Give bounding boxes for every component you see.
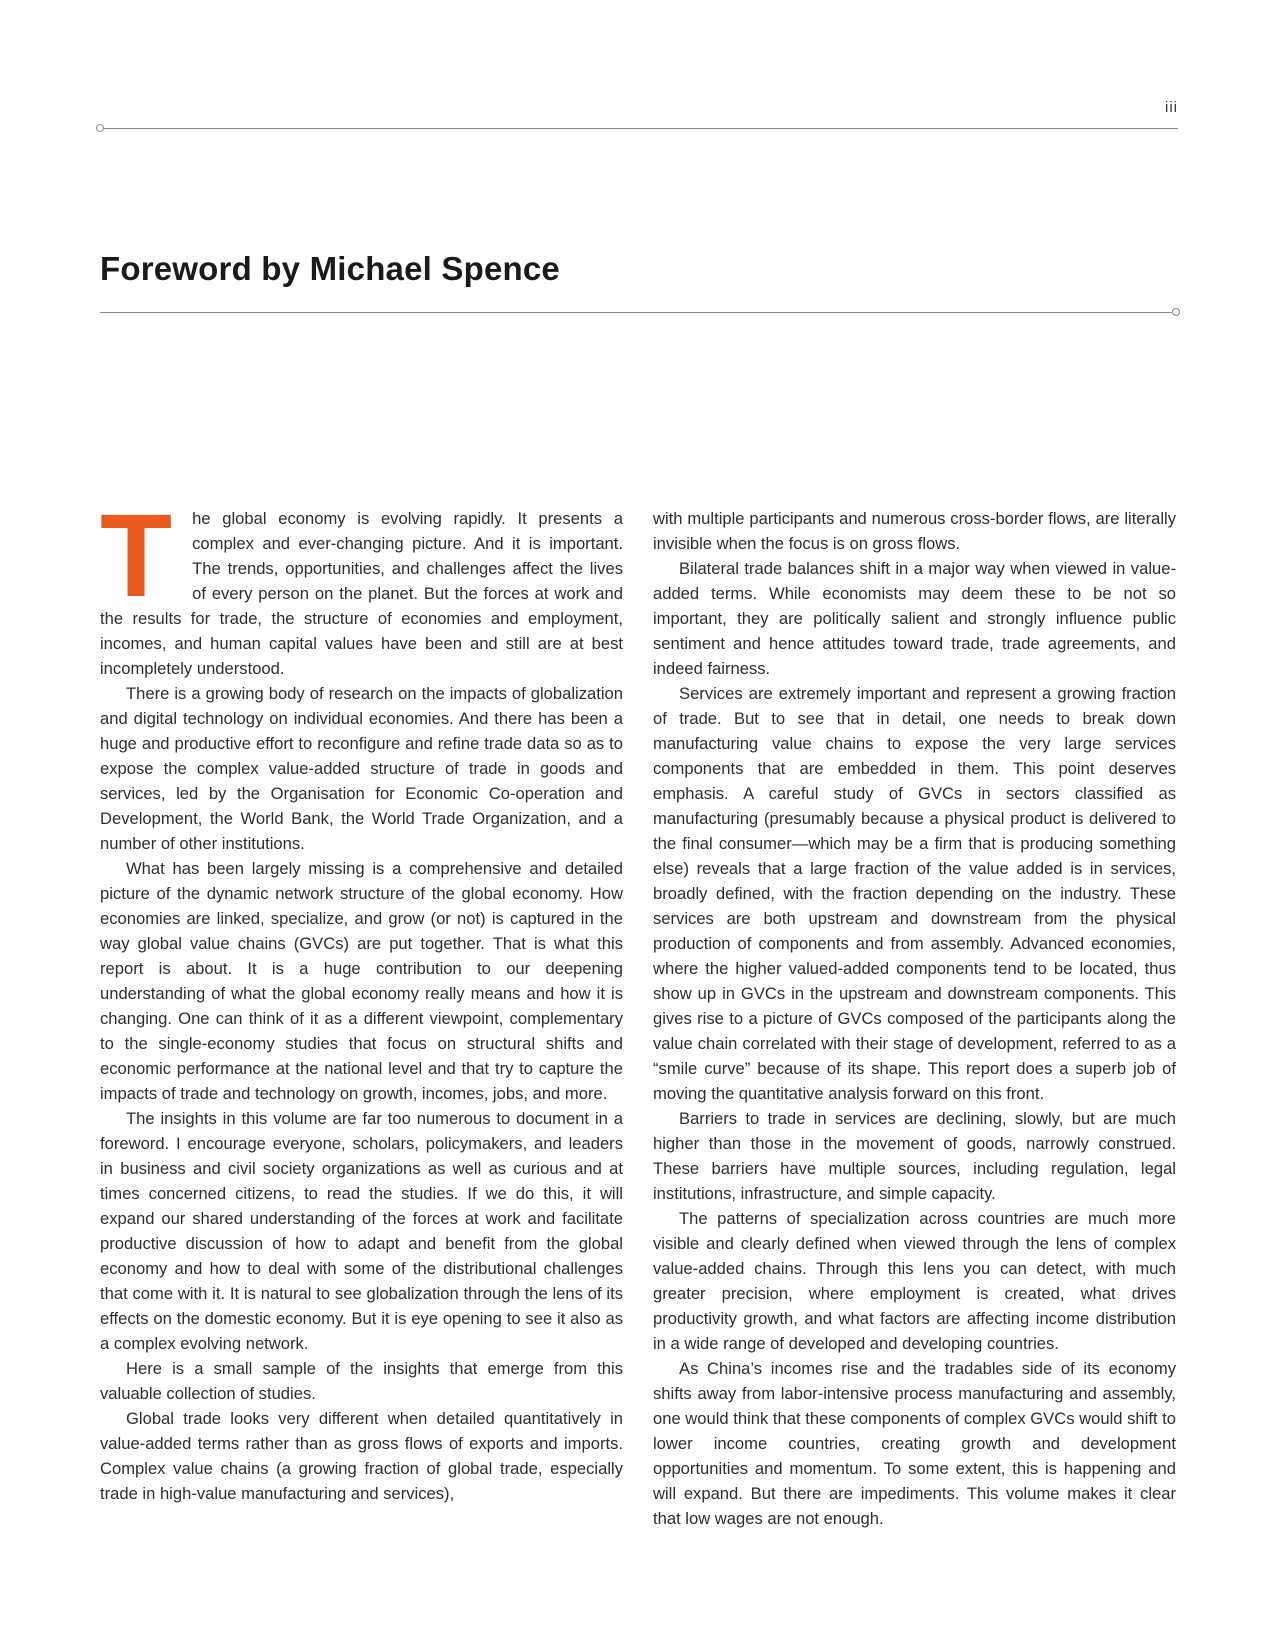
paragraph-1-text: he global economy is evolving rapidly. It presents a complex and ever-changing picture. And it is important. The trends, opportunities, and challenges affect the lives of every person on the planet. But the forces at work and the results for trade, the structure of economies and employment, incomes, and human capital values have been and still are at best incompletely understood. [100, 509, 623, 678]
drop-cap: T [100, 506, 173, 622]
paragraph-11: As China’s incomes rise and the tradables side of its economy shifts away from labor-intensive process manufacturing and assembly, one would think that these components of complex GVCs would shift to lower income countries, creating growth and development opportunities and momentum. To some extent, this is happening and will expand. But there are impediments. This volume makes it clear that low wages are not enough. [653, 1359, 1176, 1528]
paragraph-8: Services are extremely important and represent a growing fraction of trade. But to see that in detail, one needs to break down manufacturing value chains to expose the very large services components that are embedded in them. This point deserves emphasis. A careful study of GVCs in sectors classified as manufacturing (presumably because a physical product is delivered to the final consumer—which may be a firm that is producing something else) reveals that a large fraction of the value added is in services, broadly defined, with the fraction depending on the industry. These services are both upstream and downstream from the physical production of components and from assembly. Advanced economies, where the higher valued-added components tend to be located, thus show up in GVCs in the upstream and downstream components. This gives rise to a picture of GVCs composed of the participants along the value chain correlated with their stage of development, referred to as a “smile curve” because of its shape. This report does a superb job of moving the quantitative analysis forward on this front. [653, 684, 1176, 1103]
left-column [100, 506, 623, 1556]
paragraph-10: The patterns of specialization across countries are much more visible and clearly defined when viewed through the lens of complex value-added chains. Through this lens you can detect, with much greater precision, where employment is created, what drives productivity growth, and what factors are affecting income distribution in a wide range of developed and developing countries. [653, 1209, 1176, 1353]
title-rule [100, 312, 1172, 313]
paragraph-9: Barriers to trade in services are declining, slowly, but are much higher than those in the movement of goods, narrowly construed. These barriers have multiple sources, including regulation, legal institutions, infrastructure, and simple capacity. [653, 1109, 1176, 1203]
title-rule-dot [1172, 308, 1180, 316]
paragraph-1 [100, 506, 623, 681]
right-column [653, 506, 1176, 1556]
paragraph-5: Here is a small sample of the insights that emerge from this valuable collection of studies. [100, 1359, 623, 1403]
paragraph-6-continued: with multiple participants and numerous cross-border flows, are literally invisible when the focus is on gross flows. [653, 509, 1176, 553]
paragraph-7: Bilateral trade balances shift in a major way when viewed in value-added terms. While economists may deem these to be not so important, they are politically salient and strongly influence public sentiment and hence attitudes toward trade, trade agreements, and indeed fairness. [653, 559, 1176, 678]
page-title: Foreword by Michael Spence [100, 250, 560, 287]
paragraph-6: Global trade looks very different when detailed quantitatively in value-added terms rather than as gross flows of exports and imports. Complex value chains (a growing fraction of global trade, especially trade in high-value manufacturing and services), [100, 1409, 623, 1503]
page-number: iii [1165, 99, 1178, 116]
header-rule-dot [96, 124, 104, 132]
paragraph-4: The insights in this volume are far too numerous to document in a foreword. I encourage everyone, scholars, policymakers, and leaders in business and civil society organizations as well as curious and at times concerned citizens, to read the studies. If we do this, it will expand our shared understanding of the forces at work and facilitate productive discussion of how to adapt and benefit from the global economy and how to deal with some of the distributional challenges that come with it. It is natural to see globalization through the lens of its effects on the domestic economy. But it is eye opening to see it also as a complex evolving network. [100, 1109, 623, 1353]
header-rule [100, 128, 1178, 129]
paragraph-2: There is a growing body of research on the impacts of globalization and digital technology on individual economies. And there has been a huge and productive effort to reconfigure and refine trade data so as to expose the complex value-added structure of trade in goods and services, led by the Organisation for Economic Co-operation and Development, the World Bank, the World Trade Organization, and a number of other institutions. [100, 684, 623, 853]
paragraph-3: What has been largely missing is a comprehensive and detailed picture of the dynamic network structure of the global economy. How economies are linked, specialize, and grow (or not) is captured in the way global value chains (GVCs) are put together. That is what this report is about. It is a huge contribution to our deepening understanding of what the global economy really means and how it is changing. One can think of it as a different viewpoint, complementary to the single-economy studies that focus on structural shifts and economic performance at the national level and that try to capture the impacts of trade and technology on growth, incomes, jobs, and more. [100, 859, 623, 1103]
